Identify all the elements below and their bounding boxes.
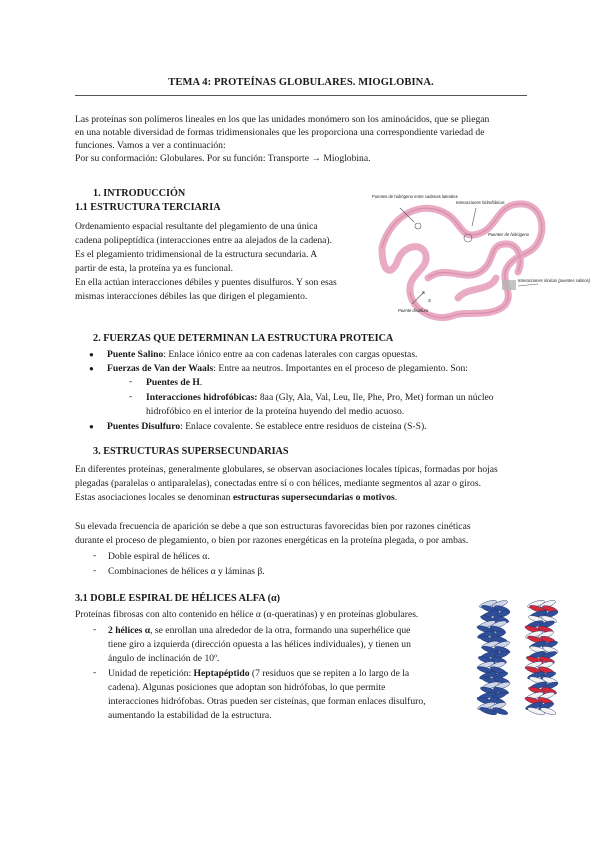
hydrophobic-term: Interacciones hidrofóbicas: <box>146 392 258 403</box>
fig-label-c: Interacciones iónicas (puentes salinos) <box>518 278 591 283</box>
fig-label-a: Puentes de hidrógeno entre cadenas laterales <box>372 194 458 199</box>
s3-list-item-1: Doble espiral de hélices α. <box>108 551 210 562</box>
s1-line-2: cadena polipeptídica (interacciones entre aa alejados de la cadena). <box>75 235 333 246</box>
hydrophobic-text: 8aa (Gly, Ala, Val, Leu, Ile, Phe, Pro, Met) forman un núcleo <box>257 392 494 403</box>
s2-bullet-3 <box>107 420 427 433</box>
section-1-heading: 1. INTRODUCCIÓN <box>93 188 186 199</box>
disulfide-text: : Enlace covalente. Se establece entre residuos de cisteína (S-S). <box>180 421 427 432</box>
s31-intro: Proteínas fibrosas con alto contenido en hélice α (α-queratinas) y en proteínas globulares. <box>75 609 419 620</box>
two-helices-term: 2 hélices α <box>108 625 151 636</box>
h-bond-term: Puentes de H <box>146 377 200 388</box>
dash-marker: - <box>93 624 97 635</box>
fig-label-e: Puente disulfuro <box>398 308 429 313</box>
s31-item-2-text: (7 residuos que se repiten a lo largo de la <box>249 668 410 679</box>
intro-line-3: funciones. Vamos a ver a continuación: <box>75 140 226 151</box>
h-bond-text: . <box>199 377 203 388</box>
s1-line-4: partir de esta, la proteína ya es funcional. <box>75 263 233 274</box>
s2-bullet-2 <box>107 362 468 375</box>
bullet-icon: ● <box>89 364 94 373</box>
motifs-term: estructuras supersecundarias o motivos <box>232 492 395 503</box>
s3-p2-line-1: Su elevada frecuencia de aparición se debe a que son estructuras favorecidas bien por razones cinéticas <box>75 521 471 532</box>
s2-sub-2-line-2: hidrofóbico en el interior de la proteína huyendo del medio acuoso. <box>146 406 405 417</box>
s3-p1-line-3 <box>75 491 397 504</box>
s3-p1-last-text: Estas asociaciones locales se denominan <box>75 492 233 503</box>
dash-marker: - <box>93 550 97 561</box>
fig-label-b: Interacciones hidrofóbicas <box>456 200 505 205</box>
fig-label-s1: S <box>422 290 426 295</box>
disulfide-term: Puentes Disulfuro <box>107 421 181 432</box>
s3-p1-line-1: En diferentes proteínas, generalmente globulares, se observan asociaciones locales típicas, formadas por hojas <box>75 464 498 475</box>
helix-left-b <box>489 599 511 716</box>
salt-bridge-text: : Enlace iónico entre aa con cadenas laterales con cargas opuestas. <box>163 349 418 360</box>
helix-right-b <box>537 599 559 716</box>
vdw-text: : Entre aa neutros. Importantes en el proceso de plegamiento. Son: <box>213 363 468 374</box>
dash-marker: - <box>129 391 133 402</box>
s3-p1-end: . <box>394 492 398 503</box>
fig-label-d: Puentes de hidrógeno <box>488 232 529 237</box>
bullet-icon: ● <box>89 422 94 431</box>
s3-p2-line-2: durante el proceso de plegamiento, o bien por razones energéticas en la proteína plegada, o por ambas. <box>75 535 469 546</box>
page-title: TEMA 4: PROTEÍNAS GLOBULARES. MIOGLOBINA. <box>168 77 434 88</box>
s31-item-2-line-3: interacciones hidrófobas. Otras pueden ser cisteínas, que forman enlaces disulfuro, <box>108 696 426 707</box>
coiled-coil-figure <box>470 600 570 718</box>
s1-line-6: mismas interacciones débiles las que dirigen el plegamiento. <box>75 291 308 302</box>
salt-bridge-term: Puente Salino <box>107 349 164 360</box>
dash-marker: - <box>93 667 97 678</box>
intro-line-2: en una notable diversidad de formas tridimensionales que les proporciona una correspondiente variedad de <box>75 127 485 138</box>
s31-item-2-line-2: cadena). Algunas posiciones que adoptan son hidrófobas, lo que permite <box>108 682 386 693</box>
s31-item-1-line-2: tiene giro a izquierda (dirección opuesta a las hélices individuales), y tienen un <box>108 639 411 650</box>
s1-line-5: En ella actúan interacciones débiles y puentes disulfuros. Y son esas <box>75 277 337 288</box>
s3-list-item-2: Combinaciones de hélices α y láminas β. <box>108 566 265 577</box>
s31-item-2-line-4: aumentando la estabilidad de la estructura. <box>108 710 272 721</box>
section-2-heading: 2. FUERZAS QUE DETERMINAN LA ESTRUCTURA PROTEICA <box>93 333 394 344</box>
s31-item-1-line-3: ángulo de inclinación de 10º. <box>108 653 220 664</box>
s1-line-3: Es el plegamiento tridimensional de la estructura secundaria. A <box>75 249 318 260</box>
vdw-term: Fuerzas de Van der Waals <box>107 363 214 374</box>
s31-item-2-line-1 <box>108 667 456 680</box>
s31-item-2-pre: Unidad de repetición: <box>108 668 194 679</box>
s3-p1-line-2: plegadas (paralelas o antiparalelas), conectadas entre sí o con hélices, mediante segmentos al azar o giros. <box>75 478 481 489</box>
s2-sub-2 <box>146 391 494 404</box>
fig-label-s2: S <box>428 298 432 303</box>
section-3-1-heading: 3.1 DOBLE ESPIRAL DE HÉLICES ALFA (α) <box>75 593 281 604</box>
s1-line-1: Ordenamiento espacial resultante del plegamiento de una única <box>75 221 318 232</box>
intro-line-1: Las proteínas son polímeros lineales en los que las unidades monómero son los aminoácidos, que se pliegan <box>75 114 490 125</box>
section-3-heading: 3. ESTRUCTURAS SUPERSECUNDARIAS <box>93 446 289 457</box>
bullet-icon: ● <box>89 350 94 359</box>
intro-line-4: Por su conformación: Globulares. Por su función: Transporte → Mioglobina. <box>75 153 371 164</box>
dash-marker: - <box>93 565 97 576</box>
s2-sub-1 <box>146 376 202 389</box>
tertiary-structure-figure <box>368 182 591 327</box>
s31-item-1-text: , se enrollan una alrededor de la otra, formando una superhélice que <box>150 625 411 636</box>
s31-item-1-line-1 <box>108 624 456 637</box>
section-1-1-heading: 1.1 ESTRUCTURA TERCIARIA <box>75 202 221 213</box>
title-divider <box>75 95 527 96</box>
heptapeptide-term: Heptapéptido <box>193 668 250 679</box>
s2-bullet-1 <box>107 348 417 361</box>
dash-marker: - <box>129 376 133 387</box>
